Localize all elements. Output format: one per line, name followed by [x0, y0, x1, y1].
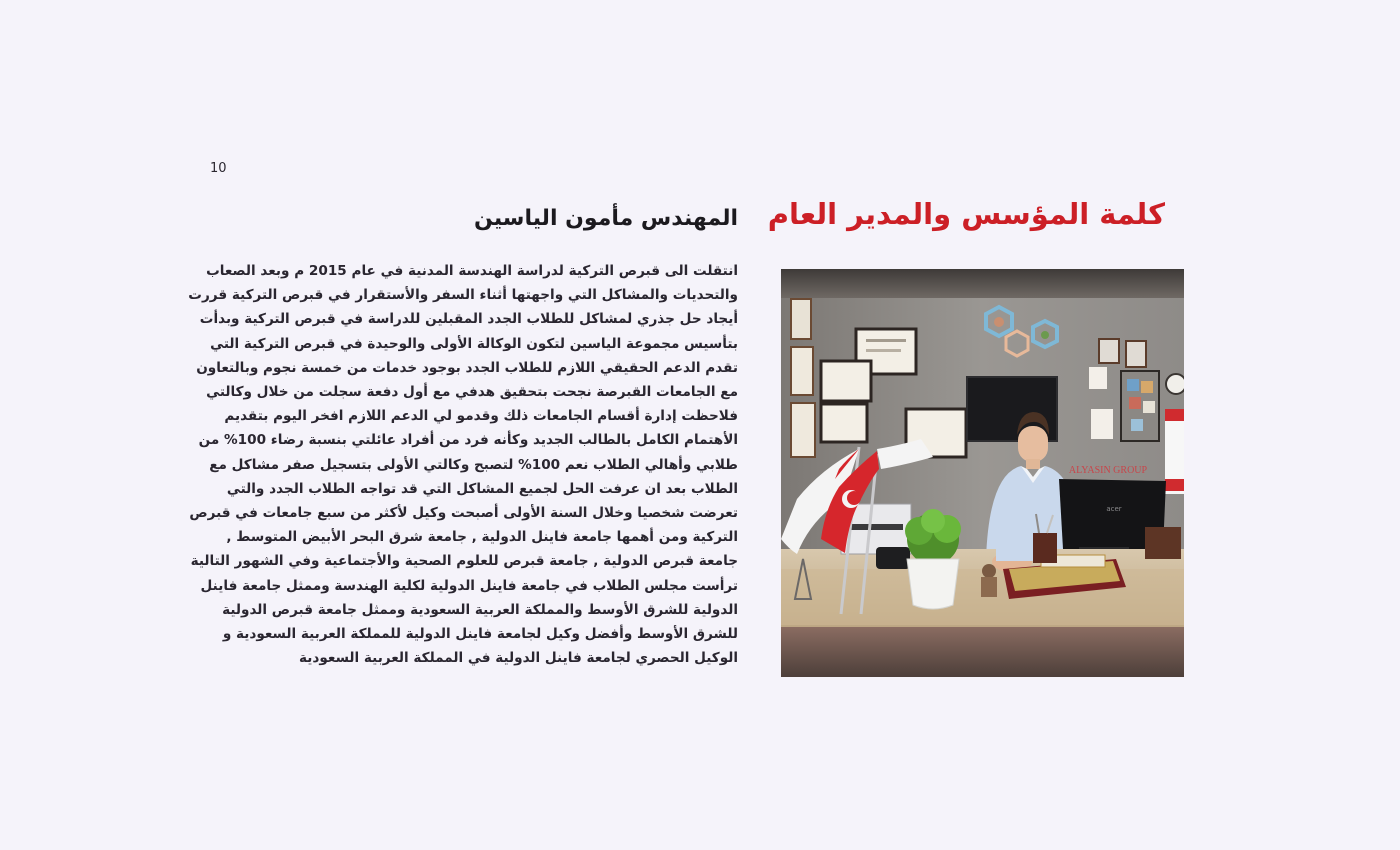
- flag-stripe: [1165, 479, 1184, 491]
- page-title: كلمة المؤسس والمدير العام: [767, 197, 1165, 231]
- memo-photo: [1129, 397, 1141, 409]
- pen-holder: [1033, 533, 1057, 563]
- certificate-text: [866, 339, 906, 342]
- flag-crescent-cut: [847, 491, 861, 505]
- decor-item: [1041, 331, 1049, 339]
- wall-clock-icon: [1166, 374, 1184, 394]
- photo-bottom-band: [781, 625, 1184, 677]
- desk-phone: [876, 547, 910, 569]
- wall-frame: [1099, 339, 1119, 363]
- person-face: [1018, 426, 1048, 462]
- plant-leaves: [921, 509, 945, 533]
- company-sign: ALYASIN GROUP: [1068, 465, 1148, 476]
- flag-stripe: [1165, 409, 1184, 421]
- plant-pot: [907, 559, 959, 609]
- certificate-frame: [821, 361, 871, 401]
- printer-slot: [849, 524, 903, 530]
- decor-item: [994, 317, 1004, 327]
- wall-frame: [791, 347, 813, 395]
- wall-frame: [1089, 367, 1107, 389]
- figurine-body: [981, 577, 997, 597]
- wall-frame: [1126, 341, 1146, 367]
- body-paragraph: انتقلت الى قبرص التركية لدراسة الهندسة المدنية في عام 2015 م وبعد الصعاب والتحديات والمشاكل التي واجهتها أثناء السفر والأستقرار في قبرص التركية قررت أيجاد حل جذري لمشاكل للطلاب الجدد المقبلين للدراسة في قبرص التركية وبدأت بتأسيس مجموعة الياسين لتكون الوكالة الأولى والوحيدة في قبرص التركية التي تقدم الدعم الحقيقي اللازم للطلاب الجدد بوجود خدمات من خمسة نجوم وبالتعاون مع الجامعات القبرصة نجحت بتحقيق هدفي مع أول دفعة سجلت من خلال وكالتي فلاحظت إدارة أقسام الجامعات ذلك وقدمو لي الدعم اللازم افخر اليوم بتقديم الأهتمام الكامل بالطالب الجديد وكأنه فرد من أفراد عائلتي بنسبة رضاء 100% من طلابي وأهالي الطلاب نعم 100% لتصبح وكالتي الأولى بتسجيل صفر مشاكل مع الطلاب بعد ان عرفت الحل لجميع المشاكل التي قد تواجه الطلاب الجدد والتي تعرضت شخصيا وخلال السنة الأولى أصبحت وكيل لأكثر من سبع جامعات في قبرص التركية ومن أهمها جامعة فاينل الدولية , جامعة شرق البحر الأبيض المتوسط , جامعة قبرص الدولية , جامعة قبرص للعلوم الصحية والأجتماعية وفي الشهور التالية ترأست مجلس الطلاب في جامعة فاينل الدولية لكلية الهندسة وممثل جامعة فاينل الدولية للشرق الأوسط والمملكة العربية السعودية وممثل جامعة قبرص الدولية للشرق الأوسط وأفضل وكيل لجامعة فاينل الدولية للمملكة العربية السعودية و الوكيل الحصري لجامعة فاينل الدولية في المملكة العربية السعودية: [188, 263, 738, 667]
- monitor-brand: acer: [1106, 505, 1122, 513]
- author-name: المهندس مأمون الياسين: [474, 206, 738, 231]
- person-neck: [1026, 459, 1040, 469]
- page-number: 10: [210, 161, 227, 176]
- certificate-text: [866, 349, 901, 352]
- desk-box: [1145, 527, 1181, 559]
- memo-photo: [1143, 401, 1155, 413]
- memo-photo: [1131, 419, 1143, 431]
- memo-photo: [1127, 379, 1139, 391]
- wall-frame: [791, 403, 815, 457]
- photo-top-band: [781, 269, 1184, 298]
- wall-frame: [791, 299, 811, 339]
- desk-figurine: [982, 564, 996, 578]
- certificate-frame: [821, 404, 867, 442]
- founder-photo: [781, 269, 1184, 677]
- wall-frame: [1091, 409, 1113, 439]
- memo-photo: [1141, 381, 1153, 393]
